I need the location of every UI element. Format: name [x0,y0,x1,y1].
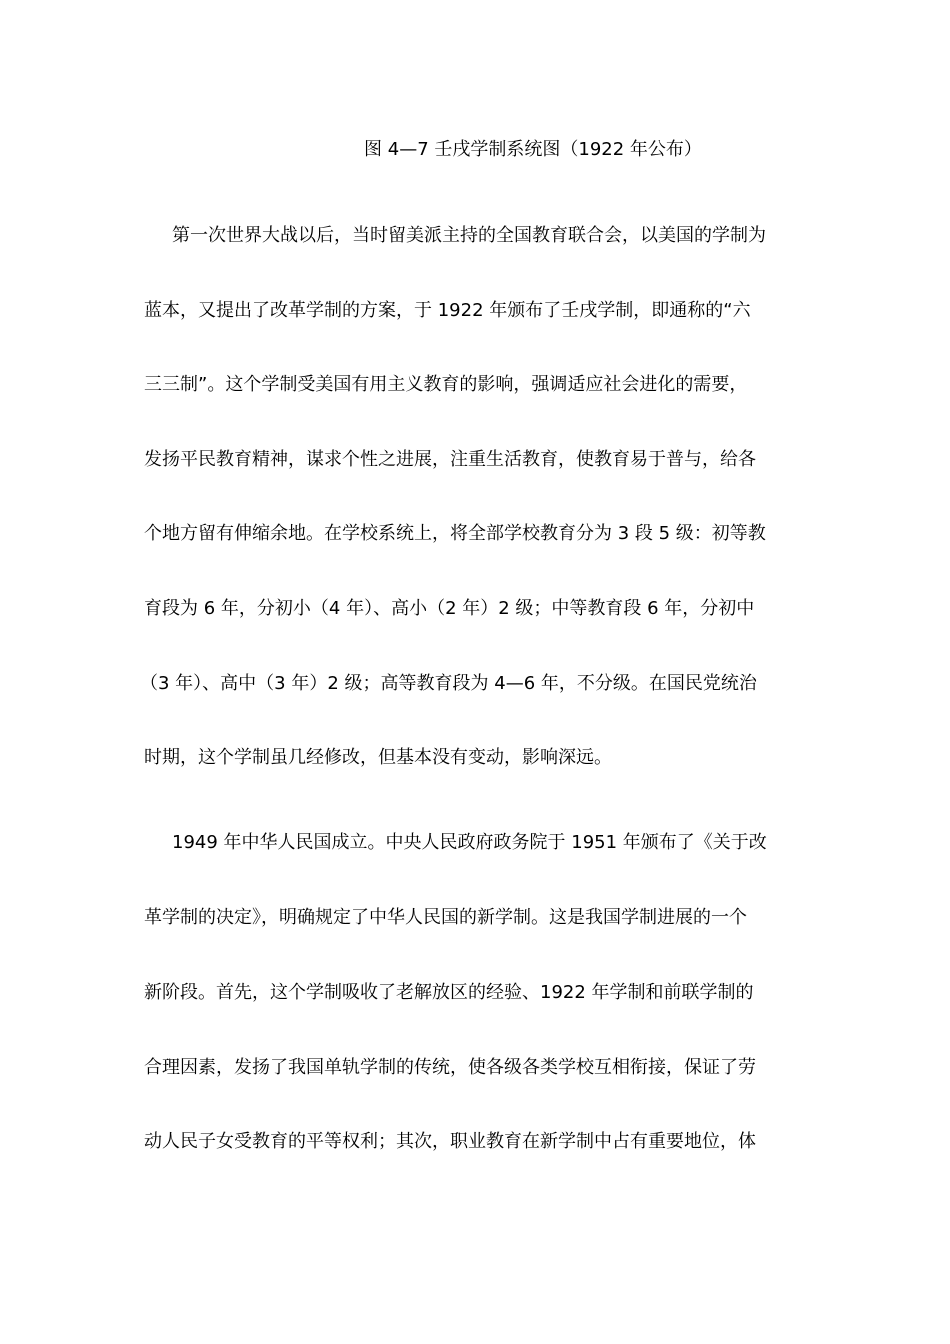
paragraph-2-line: 新阶段。首先，这个学制吸收了老解放区的经验、1922 年学制和前联学制的 [144,982,754,1003]
paragraph-1-line: 发扬平民教育精神，谋求个性之进展，注重生活教育，使教育易于普与，给各 [144,449,756,470]
paragraph-1-line: 蓝本，又提出了改革学制的方案，于 1922 年颁布了壬戌学制，即通称的“六 [144,300,751,321]
figure-caption [0,136,950,164]
paragraph-2-line: 革学制的决定》，明确规定了中华人民国的新学制。这是我国学制进展的一个 [144,907,747,928]
paragraph-1-line: 育段为 6 年，分初小（4 年）、高小（2 年）2 级；中等教育段 6 年，分初中 [144,598,755,619]
paragraph-1-line: 三三制”。这个学制受美国有用主义教育的影响，强调适应社会进化的需要， [144,374,748,395]
figure-caption-text: 图 4—7 壬戌学制系统图（1922 年公布） [364,139,702,160]
paragraph-1-line: 时期，这个学制虽几经修改，但基本没有变动，影响深远。 [144,747,612,768]
paragraph-2-line: 1949 年中华人民国成立。中央人民政府政务院于 1951 年颁布了《关于改 [172,832,767,853]
paragraph-1-line: 个地方留有伸缩余地。在学校系统上，将全部学校教育分为 3 段 5 级：初等教 [144,523,766,544]
paragraph-1-line: 第一次世界大战以后，当时留美派主持的全国教育联合会，以美国的学制为 [172,225,766,246]
paragraph-2-line: 合理因素，发扬了我国单轨学制的传统，使各级各类学校互相衔接，保证了劳 [144,1057,756,1078]
paragraph-2-line: 动人民子女受教育的平等权利；其次，职业教育在新学制中占有重要地位，体 [144,1131,756,1152]
paragraph-1-line: （3 年）、高中（3 年）2 级；高等教育段为 4—6 年，不分级。在国民党统治 [140,673,757,694]
